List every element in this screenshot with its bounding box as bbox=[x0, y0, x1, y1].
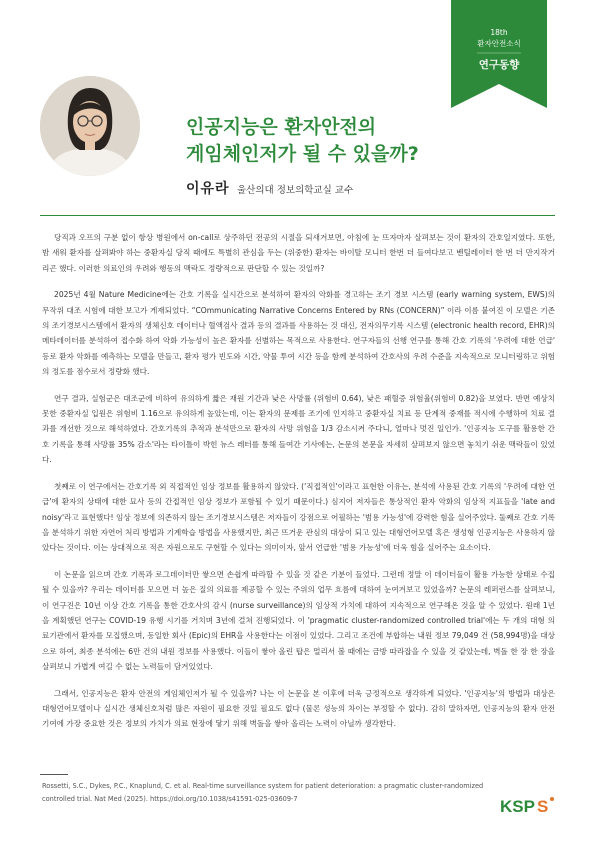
body-paragraph: 연구 결과, 실험군은 대조군에 비하여 유의하게 짧은 재원 기간과 낮은 사망률 (위험비 0.64), 낮은 패혈증 위험율(위험비 0.82)을 보였다. 반면 예상치 못한 중환자실 입원은 위험비 1.16으로 유의하게 높았는데, 이는 환자의 문제를 조기에 인지하고 중환자실 치료 등 단계적 중재를 적시에 수행하여 치료 결과를 개선한 것으로 해석하였다. 간호기록의 추적과 분석만으로 환자의 사망 위험을 1/3 감소시켜 주다니, 얼마나 멋진 일인가. '인공지능 도구를 활용한 간호 기록을 통해 사망률 35% 감소'라는 타이틀이 박힌 뉴스 레터를 통해 들여간 기사에는, 논문의 본문을 자세히 살펴보지 않으면 놓치기 쉬운 맥락들이 있었다. bbox=[42, 393, 555, 465]
author-photo bbox=[40, 76, 140, 176]
body-paragraph: 첫째로 이 연구에서는 간호기록 외 직접적인 임상 정보를 활용하지 않았다. ('직접적인'이라고 표현한 이유는, 분석에 사용된 간호 기록의 '우려에 대한 언급'에 환자의 상태에 대한 묘사 등의 간접적인 임상 정보가 포함될 수 있기 때문이다.) 심지어 저자들은 통상적인 환자 악화의 임상적 지표들을 'late and noisy'라고 표현했다! 임상 정보에 의존하지 않는 조기경보시스템은 저자들이 강점으로 어필하는 '범용 가능성'에 강력한 힘을 실어주었다. 둘째로 간호 기록을 분석하기 위한 자연어 처리 방법과 기계학습 방법을 사용했지만, 최근 뜨거운 관심의 대상이 되고 있는 대형언어모델 혹은 생성형 인공지능은 사용하지 않았다는 것이다. 이는 상대적으로 적은 자원으로도 구현할 수 있다는 의미이자, 앞서 언급한 '범용 가능성'에 더욱 힘을 실어주는 요소이다. bbox=[42, 481, 555, 553]
body-paragraph: 그래서, 인공지능은 환자 안전의 게임체인저가 될 수 있을까? 나는 이 논문을 본 이후에 더욱 긍정적으로 생각하게 되었다. '인공지능'의 방법과 대상은 대형언어모델이나 실시간 생체신호처럼 많은 자원이 필요한 것일 필요도 없다 (물론 성능의 차이는 부정할 수 없다). 감히 말하자면, 인공지능의 환자 안전 기여에 가장 중요한 것은 정보의 가치가 의료 현장에 닿기 위해 벽돌을 쌓아 올리는 노력이 아닐까 생각한다. bbox=[42, 688, 556, 729]
article-title bbox=[186, 114, 516, 168]
article-body bbox=[42, 230, 555, 743]
body-paragraph: 이 논문을 읽으며 간호 기록과 로그데이터만 쌓으면 손쉽게 따라할 수 있을 것 같은 기분이 들었다. 그런데 정말 이 데이터들이 활용 가능한 상태로 수집될 수 있을까? 우리는 데이터를 모으면 더 높은 질의 의료를 제공할 수 있는 주위의 업무 흐름에 대하여 눈여겨보고 있었을까? 논문의 레퍼런스를 살펴보니, 이 연구진은 10년 이상 간호 기록을 통한 간호사의 감시 (nurse surveillance)의 임상적 가치에 대하여 지속적으로 연구해온 것을 알 수 있었다. 원래 1년을 계획했던 연구는 COVID-19 유행 시기를 거치며 3년에 걸쳐 진행되었다. 이 'pragmatic cluster-randomized controlled trial'에는 두 개의 대형 의료기관에서 환자를 모집했으며, 동일한 회사 (Epic)의 EHR을 사용한다는 이점이 있었다. 그리고 조건에 부합하는 내원 정보 79,049 건 (58,994명)을 대상으로 하여, 최종 분석에는 6만 건의 내원 정보를 사용했다. 이들이 쌓아 올린 탑은 멀리서 볼 때에는 금방 따라잡을 수 있을 것 같았는데, 벽돌 한 장 한 장을 살펴보니 가볍게 여길 수 없는 노력들이 담겨있었다. bbox=[42, 569, 555, 672]
badge-shape bbox=[451, 0, 547, 108]
svg-text:S: S bbox=[537, 797, 549, 816]
body-paragraph: 당직과 오프의 구분 없이 항상 병원에서 on-call로 상주하던 전공의 시절을 되새겨보면, 아침에 눈 뜨자마자 살펴보는 것이 환자의 간호일지였다. 또한, 밤 새워 환자를 살펴봐야 하는 중환자실 당직 때에도 특별히 관심을 두는 (위중한) 환자는 바이탈 모니터 한번 더 들여다보고 벤틸레이터 한 번 더 만지작거리곤 했다. 이러한 의료인의 우려와 행동의 맥락도 정량적으로 판단할 수 있는 것일까? bbox=[42, 233, 555, 273]
ksps-logo bbox=[500, 795, 556, 817]
header-divider bbox=[40, 215, 555, 216]
author-affiliation: 울산의대 정보의학교실 교수 bbox=[237, 185, 354, 196]
reference-footnote: Rossetti, S.C., Dykes, P.C., Knaplund, C. et al. Real-time surveillance system for patient deterioration: a pragmatic cluster-randomized controlled trial. Nat Med (2025). https://doi.org/10.1038/s41591-025-03609-7 bbox=[42, 782, 484, 803]
author-name: 이유라 bbox=[186, 181, 230, 197]
title-line-1: 인공지능은 환자안전의 bbox=[186, 116, 377, 138]
badge-series-name: 환자안전소식 bbox=[477, 39, 521, 48]
body-paragraph: 2025년 4월 Nature Medicine에는 간호 기록을 실시간으로 분석하여 환자의 악화를 경고하는 조기 경보 시스템 (early warning system, EWS)의 무작위 대조 시험에 대한 보고가 게재되었다. “COmmunicating Narrative Concerns Entered by RNs (CONCERN)” 이라 이름 붙여진 이 모델은 기존의 조기경보시스템에서 환자의 생체신호 데이터나 혈액검사 결과 등의 결과를 사용하는 것 대신, 전자의무기록 시스템 (electronic health record, EHR)의 메타데이터를 분석하여 접수화 하여 악화 가능성이 높은 환자를 선별하는 목적으로 사용한다. 연구자들의 선행 연구를 통해 간호 기록의 '우려에 대한 언급' 등로 환자 악화를 예측하는 모델을 만들고, 환자 평가 빈도와 시간, 약물 투여 시간 등을 함께 분석하여 간호사의 우려 수준을 지속적으로 모니터링하고 위험의 정도를 점수로서 정량화 했다. bbox=[42, 290, 555, 377]
badge-issue-number: 18th bbox=[490, 28, 508, 37]
svg-text:KSP: KSP bbox=[500, 797, 535, 816]
footnote-divider bbox=[40, 774, 68, 775]
title-line-2: 게임체인저가 될 수 있을까? bbox=[186, 143, 419, 165]
badge-category: 연구동향 bbox=[478, 59, 520, 71]
issue-badge bbox=[451, 0, 547, 108]
